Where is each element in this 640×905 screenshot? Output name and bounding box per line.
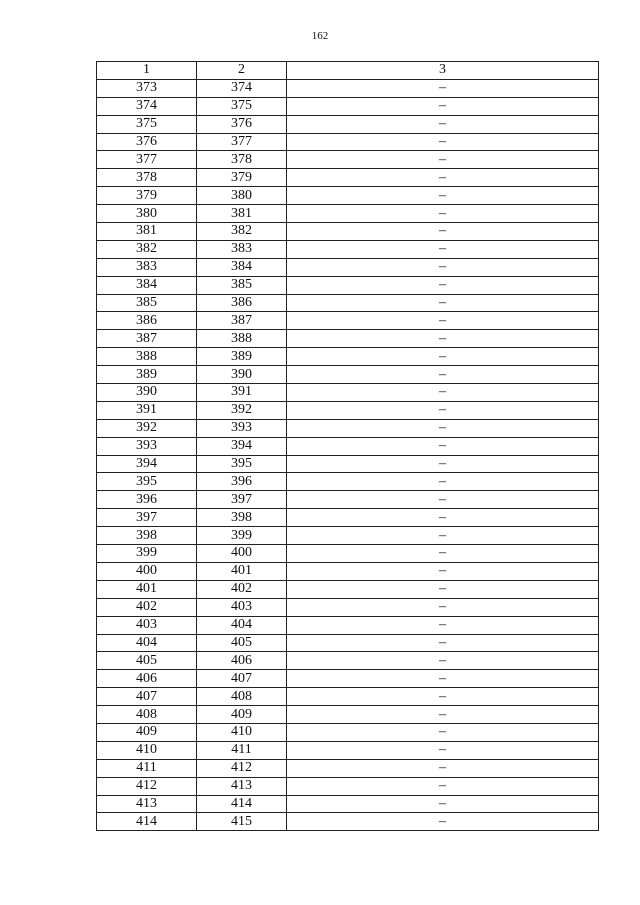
table-cell-col-2: 409: [197, 706, 287, 724]
table-row: [97, 276, 599, 294]
table-cell-col-1: 405: [97, 652, 197, 670]
table-cell-col-1: 395: [97, 473, 197, 491]
table-row: [97, 688, 599, 706]
table-cell-col-1: 373: [97, 79, 197, 97]
table-cell-col-2: 413: [197, 777, 287, 795]
table-cell-col-2: 377: [197, 133, 287, 151]
column-header-1: 1: [97, 62, 197, 80]
table-cell-col-1: 389: [97, 366, 197, 384]
table-row: [97, 616, 599, 634]
table-cell-col-2: 374: [197, 79, 287, 97]
table-cell-col-3: –: [287, 240, 599, 258]
table-cell-col-3: –: [287, 741, 599, 759]
table-cell-col-2: 399: [197, 527, 287, 545]
header-row: [97, 62, 599, 80]
table-cell-col-2: 401: [197, 562, 287, 580]
table-cell-col-2: 410: [197, 723, 287, 741]
table-cell-col-1: 383: [97, 258, 197, 276]
table-cell-col-3: –: [287, 384, 599, 402]
table-cell-col-3: –: [287, 97, 599, 115]
table-row: [97, 580, 599, 598]
table-cell-col-2: 382: [197, 223, 287, 241]
table-cell-col-3: –: [287, 527, 599, 545]
table-cell-col-2: 411: [197, 741, 287, 759]
table-cell-col-3: –: [287, 670, 599, 688]
table-cell-col-1: 379: [97, 187, 197, 205]
table-cell-col-2: 386: [197, 294, 287, 312]
table-cell-col-1: 411: [97, 759, 197, 777]
table-row: [97, 634, 599, 652]
table-cell-col-2: 375: [197, 97, 287, 115]
table-cell-col-2: 388: [197, 330, 287, 348]
table-row: [97, 741, 599, 759]
table-cell-col-1: 381: [97, 223, 197, 241]
table-cell-col-1: 391: [97, 401, 197, 419]
table-row: [97, 652, 599, 670]
table-cell-col-2: 408: [197, 688, 287, 706]
table-cell-col-1: 402: [97, 598, 197, 616]
table-cell-col-2: 390: [197, 366, 287, 384]
table-cell-col-1: 388: [97, 348, 197, 366]
table-cell-col-3: –: [287, 455, 599, 473]
table-cell-col-2: 392: [197, 401, 287, 419]
table-cell-col-1: 377: [97, 151, 197, 169]
table-row: [97, 598, 599, 616]
table-cell-col-1: 403: [97, 616, 197, 634]
table-row: [97, 437, 599, 455]
table-cell-col-3: –: [287, 187, 599, 205]
table-cell-col-2: 397: [197, 491, 287, 509]
table-cell-col-2: 380: [197, 187, 287, 205]
table-cell-col-2: 378: [197, 151, 287, 169]
table-cell-col-3: –: [287, 723, 599, 741]
table-cell-col-1: 385: [97, 294, 197, 312]
table-row: [97, 455, 599, 473]
table-cell-col-2: 403: [197, 598, 287, 616]
table-row: [97, 795, 599, 813]
table-cell-col-3: –: [287, 545, 599, 563]
column-header-3: 3: [287, 62, 599, 80]
table-row: [97, 777, 599, 795]
table-cell-col-3: –: [287, 580, 599, 598]
table-cell-col-1: 404: [97, 634, 197, 652]
table-row: [97, 294, 599, 312]
table-cell-col-1: 401: [97, 580, 197, 598]
table-cell-col-2: 394: [197, 437, 287, 455]
table-cell-col-3: –: [287, 419, 599, 437]
table-cell-col-3: –: [287, 652, 599, 670]
table-cell-col-1: 390: [97, 384, 197, 402]
table-row: [97, 401, 599, 419]
table-row: [97, 115, 599, 133]
table-row: [97, 366, 599, 384]
table-cell-col-2: 402: [197, 580, 287, 598]
table-cell-col-1: 409: [97, 723, 197, 741]
column-header-2: 2: [197, 62, 287, 80]
table-cell-col-1: 407: [97, 688, 197, 706]
table-header: [97, 62, 599, 80]
table-cell-col-3: –: [287, 276, 599, 294]
table-cell-col-3: –: [287, 401, 599, 419]
table-row: [97, 670, 599, 688]
table-cell-col-2: 395: [197, 455, 287, 473]
table-cell-col-1: 399: [97, 545, 197, 563]
table-cell-col-3: –: [287, 491, 599, 509]
table-cell-col-3: –: [287, 330, 599, 348]
table-cell-col-1: 384: [97, 276, 197, 294]
table-cell-col-1: 406: [97, 670, 197, 688]
table-row: [97, 759, 599, 777]
page-number: 162: [311, 30, 329, 42]
table-row: [97, 330, 599, 348]
table-row: [97, 813, 599, 831]
table-cell-col-1: 393: [97, 437, 197, 455]
table-row: [97, 240, 599, 258]
table-cell-col-3: –: [287, 258, 599, 276]
table-cell-col-1: 398: [97, 527, 197, 545]
table-cell-col-2: 376: [197, 115, 287, 133]
table-row: [97, 545, 599, 563]
table-cell-col-3: –: [287, 348, 599, 366]
table-cell-col-1: 414: [97, 813, 197, 831]
table-cell-col-1: 408: [97, 706, 197, 724]
table-row: [97, 527, 599, 545]
table-cell-col-2: 384: [197, 258, 287, 276]
table-cell-col-3: –: [287, 79, 599, 97]
table-cell-col-2: 391: [197, 384, 287, 402]
table-cell-col-2: 396: [197, 473, 287, 491]
table-row: [97, 258, 599, 276]
table-cell-col-3: –: [287, 151, 599, 169]
table-cell-col-3: –: [287, 294, 599, 312]
table-cell-col-2: 406: [197, 652, 287, 670]
table-cell-col-3: –: [287, 562, 599, 580]
table-cell-col-2: 415: [197, 813, 287, 831]
table-cell-col-1: 396: [97, 491, 197, 509]
table-cell-col-3: –: [287, 706, 599, 724]
table-cell-col-3: –: [287, 795, 599, 813]
table-cell-col-1: 386: [97, 312, 197, 330]
table-cell-col-2: 385: [197, 276, 287, 294]
table-cell-col-1: 374: [97, 97, 197, 115]
table-cell-col-3: –: [287, 616, 599, 634]
table-cell-col-3: –: [287, 312, 599, 330]
table-cell-col-1: 378: [97, 169, 197, 187]
table-cell-col-3: –: [287, 437, 599, 455]
table-cell-col-2: 400: [197, 545, 287, 563]
table-cell-col-1: 410: [97, 741, 197, 759]
table-cell-col-1: 412: [97, 777, 197, 795]
table-cell-col-3: –: [287, 634, 599, 652]
table-row: [97, 133, 599, 151]
table-row: [97, 509, 599, 527]
table-cell-col-1: 387: [97, 330, 197, 348]
table-cell-col-1: 397: [97, 509, 197, 527]
table-cell-col-3: –: [287, 133, 599, 151]
table-cell-col-1: 400: [97, 562, 197, 580]
table-body: [97, 79, 599, 830]
table-cell-col-3: –: [287, 205, 599, 223]
table-cell-col-2: 398: [197, 509, 287, 527]
table-cell-col-3: –: [287, 813, 599, 831]
table-cell-col-2: 387: [197, 312, 287, 330]
table-row: [97, 706, 599, 724]
table-cell-col-3: –: [287, 115, 599, 133]
table-cell-col-3: –: [287, 223, 599, 241]
table-cell-col-3: –: [287, 473, 599, 491]
table-cell-col-3: –: [287, 759, 599, 777]
table-cell-col-3: –: [287, 366, 599, 384]
table-row: [97, 473, 599, 491]
table-cell-col-1: 380: [97, 205, 197, 223]
table-cell-col-3: –: [287, 598, 599, 616]
table-row: [97, 562, 599, 580]
table-cell-col-1: 376: [97, 133, 197, 151]
table-row: [97, 312, 599, 330]
table-cell-col-3: –: [287, 688, 599, 706]
table-cell-col-2: 383: [197, 240, 287, 258]
table-row: [97, 223, 599, 241]
table-cell-col-1: 375: [97, 115, 197, 133]
table-row: [97, 169, 599, 187]
table-row: [97, 151, 599, 169]
table-cell-col-2: 407: [197, 670, 287, 688]
table-row: [97, 384, 599, 402]
table-cell-col-2: 379: [197, 169, 287, 187]
table-cell-col-1: 413: [97, 795, 197, 813]
table-row: [97, 205, 599, 223]
table-row: [97, 348, 599, 366]
table-cell-col-2: 405: [197, 634, 287, 652]
table-row: [97, 187, 599, 205]
table-cell-col-2: 412: [197, 759, 287, 777]
table-cell-col-2: 389: [197, 348, 287, 366]
table-row: [97, 79, 599, 97]
table-cell-col-3: –: [287, 169, 599, 187]
table-cell-col-1: 394: [97, 455, 197, 473]
table-cell-col-3: –: [287, 509, 599, 527]
table-row: [97, 491, 599, 509]
table-cell-col-1: 392: [97, 419, 197, 437]
table-cell-col-1: 382: [97, 240, 197, 258]
table-cell-col-2: 414: [197, 795, 287, 813]
table-row: [97, 723, 599, 741]
table-cell-col-2: 381: [197, 205, 287, 223]
table-cell-col-3: –: [287, 777, 599, 795]
table-cell-col-2: 393: [197, 419, 287, 437]
data-table: [96, 61, 599, 831]
table-row: [97, 97, 599, 115]
table-row: [97, 419, 599, 437]
table-cell-col-2: 404: [197, 616, 287, 634]
